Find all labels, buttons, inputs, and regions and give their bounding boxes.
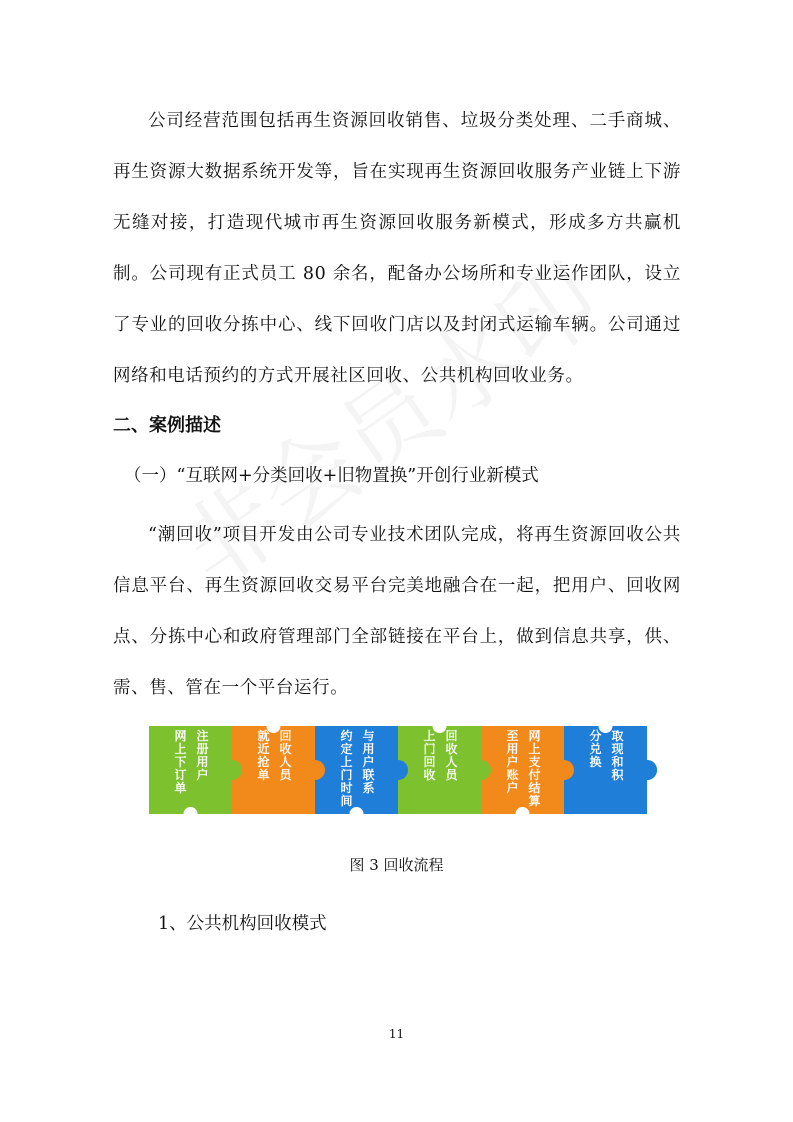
puzzle-connector-tab (388, 760, 408, 780)
puzzle-piece-text: 回收人员 (445, 729, 458, 782)
puzzle-piece-text: 上门回收 (423, 729, 436, 782)
page-number: 11 (388, 1027, 405, 1041)
paragraph-company-scope: 公司经营范围包括再生资源回收销售、垃圾分类处理、二手商城、再生资源大数据系统开发等，旨在实现再生资源回收服务产业链上下游无缝对接，打造现代城市再生资源回收服务新模式，形成多方共赢机制。公司现有正式员工 80 余名，配备办公场所和专业运作团队，设立了专业的回收分拣中心、线下回收门店以及封闭式运输车辆。公司通过网络和电话预约的方式开展社区回收、公共机构回收业务。 (113, 111, 681, 386)
section-heading: 二、案例描述 (113, 415, 221, 436)
puzzle-piece-text: 与用户联系 (362, 729, 375, 795)
puzzle-piece-text: 分兑换 (589, 729, 602, 769)
figure-caption: 图 3 回收流程 (349, 856, 444, 874)
puzzle-piece-text: 回收人员 (279, 729, 292, 782)
puzzle-diagram (147, 718, 667, 828)
puzzle-piece-text: 取现和积 (611, 729, 624, 782)
puzzle-piece-text: 注册用户 (196, 729, 209, 782)
recycling-process-figure (147, 718, 667, 828)
paragraph-project-description: “潮回收”项目开发由公司专业技术团队完成，将再生资源回收公共信息平台、再生资源回收交易平台完美地融合在一起，把用户、回收网点、分拣中心和政府管理部门全部链接在平台上，做到信息共享，供、需、售、管在一个平台运行。 (113, 525, 681, 698)
puzzle-connector-tab (471, 760, 491, 780)
puzzle-connector-tab (222, 760, 242, 780)
puzzle-piece-text: 约定上门时间 (340, 729, 353, 808)
puzzle-piece-text: 网上支付结算 (528, 729, 541, 808)
puzzle-piece-text: 就近抢单 (257, 729, 270, 782)
puzzle-connector-tab (305, 760, 325, 780)
puzzle-connector-tab (554, 760, 574, 780)
puzzle-connector-tab (637, 760, 657, 780)
puzzle-piece-text: 至用户账户 (506, 729, 519, 795)
list-item-heading: 1、公共机构回收模式 (158, 914, 327, 934)
subsection-heading: （一）“互联网+分类回收+旧物置换”开创行业新模式 (124, 466, 539, 486)
puzzle-piece-text: 网上下订单 (174, 729, 187, 795)
